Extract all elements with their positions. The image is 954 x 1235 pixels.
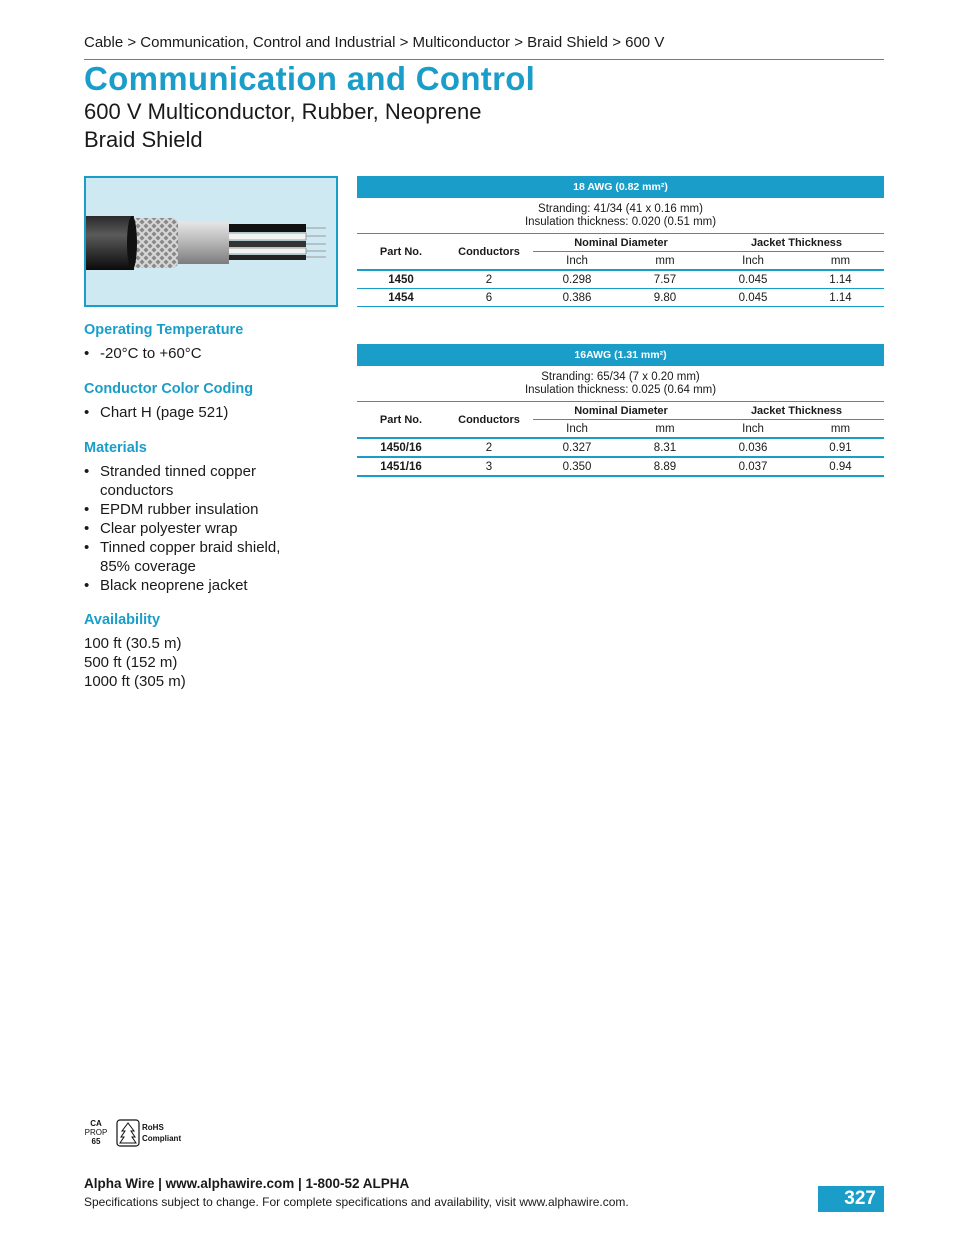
jacket-mm: 1.14 [829, 291, 852, 304]
availability-item: 100 ft (30.5 m) [84, 635, 182, 652]
material-text: Clear polyester wrap [100, 520, 238, 537]
jacket-inch: 0.037 [738, 460, 768, 473]
col-conductors: Conductors [445, 402, 533, 438]
unit-mm: mm [797, 252, 884, 271]
nominal-mm: 8.89 [653, 460, 677, 473]
stranding-text: Stranding: 65/34 (7 x 0.20 mm) [541, 371, 700, 383]
conductor-color-coding-heading: Conductor Color Coding [84, 381, 254, 397]
footer-disclaimer: Specifications subject to change. For complete specifications and availability, visit www.alphawire.com. [84, 1195, 629, 1209]
list-item [84, 344, 202, 363]
spec-table [357, 234, 884, 307]
table-header: 16AWG (1.31 mm²) [357, 344, 884, 366]
rohs-text: RoHS [142, 1123, 164, 1132]
list-item [84, 403, 228, 422]
availability-list [84, 634, 186, 691]
materials-heading: Materials [84, 440, 147, 456]
material-text: EPDM rubber insulation [100, 501, 259, 518]
col-part-no: Part No. [357, 234, 445, 270]
table-row [357, 270, 884, 289]
availability-item: 500 ft (152 m) [84, 654, 178, 671]
breadcrumb: Cable > Communication, Control and Industrial > Multiconductor > Braid Shield > 600 V [84, 34, 665, 51]
material-text: Black neoprene jacket [100, 577, 248, 594]
color-coding-value: Chart H (page 521) [100, 404, 229, 421]
prop65-rohs-icon [84, 1118, 194, 1148]
bullet: • [84, 463, 90, 480]
nominal-mm: 7.57 [653, 273, 677, 286]
nominal-inch: 0.386 [562, 291, 592, 304]
unit-inch: Inch [533, 252, 621, 271]
part-number: 1450/16 [380, 441, 422, 454]
availability-item: 1000 ft (305 m) [84, 673, 186, 690]
jacket-inch: 0.036 [738, 441, 768, 454]
material-text: Tinned copper braid shield, [100, 539, 281, 556]
unit-inch: Inch [533, 420, 621, 439]
list-item [84, 538, 324, 576]
spec-table-18awg [357, 176, 884, 307]
stranding-info [357, 366, 884, 402]
stranding-text: Stranding: 41/34 (41 x 0.16 mm) [538, 203, 703, 215]
col-jacket-thickness: Jacket Thickness [709, 402, 884, 420]
jacket-mm: 0.91 [829, 441, 852, 454]
material-text: 85% coverage [100, 558, 196, 575]
subtitle-line-2: Braid Shield [84, 127, 203, 152]
spec-table-16awg [357, 344, 884, 477]
material-text: Stranded tinned copper [100, 463, 256, 480]
rohs-text: Compliant [142, 1134, 182, 1143]
bullet: • [84, 404, 90, 421]
conductors-value: 6 [485, 291, 493, 304]
col-nominal-diameter: Nominal Diameter [533, 234, 709, 252]
certification-logos [84, 1118, 194, 1153]
nominal-inch: 0.298 [562, 273, 592, 286]
cable-image [84, 176, 338, 307]
materials-list [84, 462, 324, 595]
unit-inch: Inch [709, 420, 797, 439]
stranding-info [357, 198, 884, 234]
nominal-inch: 0.350 [562, 460, 592, 473]
col-conductors: Conductors [445, 234, 533, 270]
conductors-value: 2 [485, 273, 493, 286]
jacket-mm: 0.94 [829, 460, 852, 473]
footer-contact: Alpha Wire | www.alphawire.com | 1-800-52 ALPHA [84, 1176, 410, 1191]
col-nominal-diameter: Nominal Diameter [533, 402, 709, 420]
list-item [84, 500, 324, 519]
nominal-mm: 9.80 [653, 291, 677, 304]
jacket-mm: 1.14 [829, 273, 852, 286]
unit-mm: mm [621, 252, 709, 271]
page-number: 327 [818, 1186, 884, 1212]
col-part-no: Part No. [357, 402, 445, 438]
spec-table [357, 402, 884, 477]
nominal-mm: 8.31 [653, 441, 677, 454]
insulation-text: Insulation thickness: 0.020 (0.51 mm) [524, 216, 717, 228]
bullet: • [84, 501, 90, 518]
bullet: • [84, 539, 90, 556]
availability-heading: Availability [84, 612, 161, 628]
cable-illustration [86, 178, 336, 305]
bullet: • [84, 345, 90, 362]
material-text: conductors [100, 482, 174, 499]
insulation-text: Insulation thickness: 0.025 (0.64 mm) [524, 384, 717, 396]
prop65-text: PROP [84, 1128, 108, 1137]
list-item [84, 462, 324, 500]
unit-inch: Inch [709, 252, 797, 271]
page-subtitle [84, 98, 481, 154]
table-row [357, 289, 884, 307]
operating-temperature-heading: Operating Temperature [84, 322, 244, 338]
page-title: Communication and Control [84, 60, 536, 97]
col-jacket-thickness: Jacket Thickness [709, 234, 884, 252]
part-number: 1454 [388, 291, 414, 304]
table-row [357, 438, 884, 457]
conductors-value: 3 [485, 460, 493, 473]
table-header: 18 AWG (0.82 mm²) [357, 176, 884, 198]
subtitle-line-1: 600 V Multiconductor, Rubber, Neoprene [84, 99, 482, 124]
jacket-inch: 0.045 [738, 291, 768, 304]
table-row [357, 457, 884, 476]
nominal-inch: 0.327 [562, 441, 592, 454]
part-number: 1450 [388, 273, 414, 286]
conductors-value: 2 [485, 441, 493, 454]
unit-mm: mm [621, 420, 709, 439]
list-item [84, 576, 324, 595]
operating-temperature-value: -20°C to +60°C [100, 345, 202, 362]
part-number: 1451/16 [380, 460, 422, 473]
prop65-text: 65 [91, 1137, 101, 1146]
jacket-inch: 0.045 [738, 273, 768, 286]
unit-mm: mm [797, 420, 884, 439]
bullet: • [84, 577, 90, 594]
list-item [84, 519, 324, 538]
prop65-text: CA [90, 1119, 102, 1128]
bullet: • [84, 520, 90, 537]
